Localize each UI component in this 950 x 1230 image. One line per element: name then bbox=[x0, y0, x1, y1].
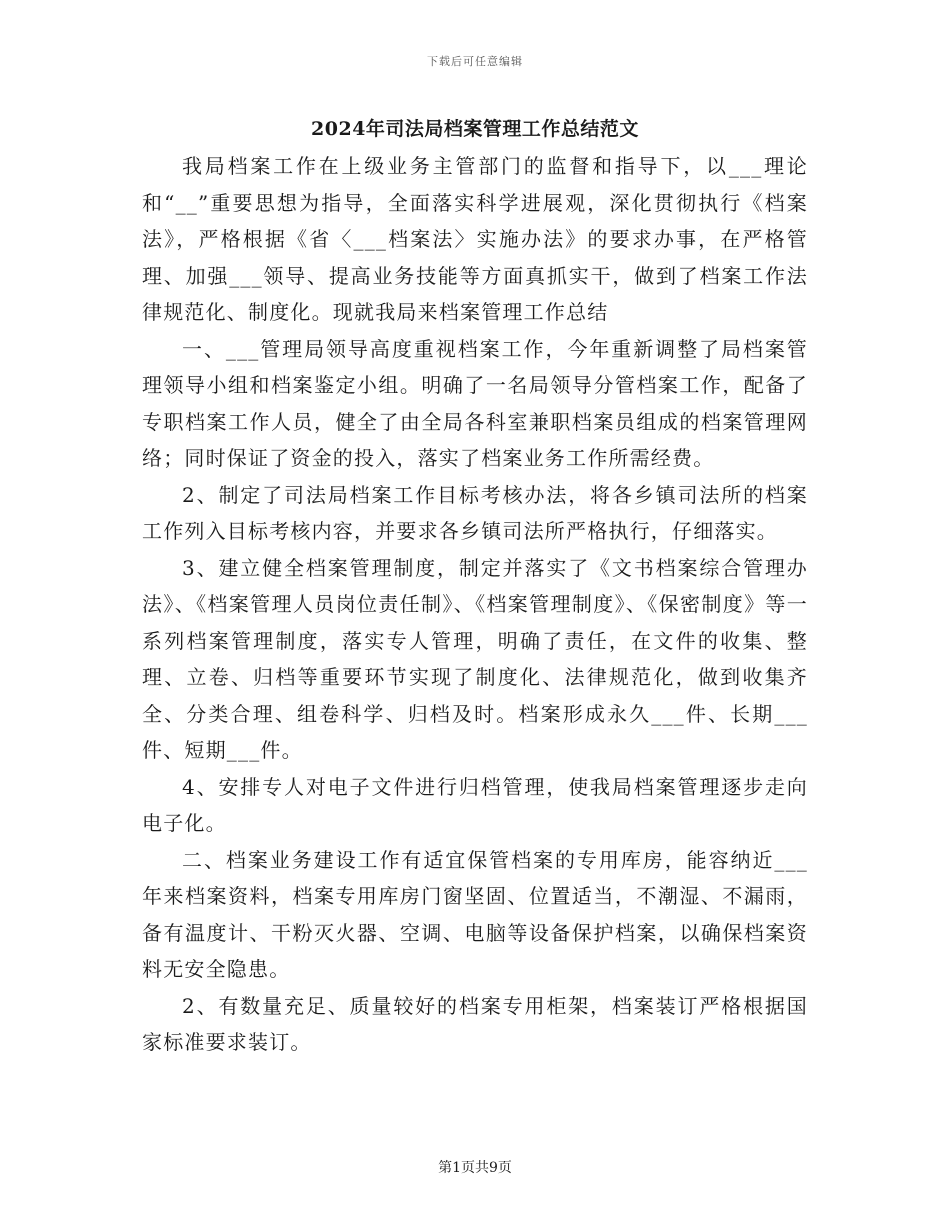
paragraph-item-2: 2、制定了司法局档案工作目标考核办法，将各乡镇司法所的档案工作列入目标考核内容，并要求各乡镇司法所严格执行，仔细落实。 bbox=[142, 482, 808, 543]
page-number: 第1页共9页 bbox=[438, 1160, 512, 1176]
paragraph-item-3: 3、建立健全档案管理制度，制定并落实了《文书档案综合管理办法》、《档案管理人员岗位责任制》、《档案管理制度》、《保密制度》等一系列档案管理制度，落实专人管理，明确了责任，在文件的收集、整理、立卷、归档等重要环节实现了制度化、法律规范化，做到收集齐全、分类合理、组卷科学、归档及时。档案形成永久___件、长期___件、短期___件。 bbox=[142, 555, 808, 762]
document-title: 2024年司法局档案管理工作总结范文 bbox=[311, 118, 639, 140]
paragraph-section-2-item-2: 2、有数量充足、质量较好的档案专用柜架，档案装订严格根据国家标准要求装订。 bbox=[142, 993, 808, 1054]
page-header-note: 下载后可任意编辑 bbox=[427, 55, 523, 68]
paragraph-item-4: 4、安排专人对电子文件进行归档管理，使我局档案管理逐步走向电子化。 bbox=[142, 774, 808, 835]
paragraph-section-1: 一、___管理局领导高度重视档案工作，今年重新调整了局档案管理领导小组和档案鉴定小组。明确了一名局领导分管档案工作，配备了专职档案工作人员，健全了由全局各科室兼职档案员组成的档案管理网络；同时保证了资金的投入，落实了档案业务工作所需经费。 bbox=[142, 336, 808, 470]
paragraph-section-2: 二、档案业务建设工作有适宜保管档案的专用库房，能容纳近___年来档案资料，档案专用库房门窗坚固、位置适当，不潮湿、不漏雨，备有温度计、干粉灭火器、空调、电脑等设备保护档案，以确保档案资料无安全隐患。 bbox=[142, 847, 808, 981]
paragraph-intro: 我局档案工作在上级业务主管部门的监督和指导下，以___理论和“__”重要思想为指导，全面落实科学进展观，深化贯彻执行《档案法》，严格根据《省〈___档案法〉实施办法》的要求办事，在严格管理、加强___领导、提高业务技能等方面真抓实干，做到了档案工作法律规范化、制度化。现就我局来档案管理工作总结 bbox=[142, 154, 808, 324]
document-body bbox=[142, 148, 808, 1061]
